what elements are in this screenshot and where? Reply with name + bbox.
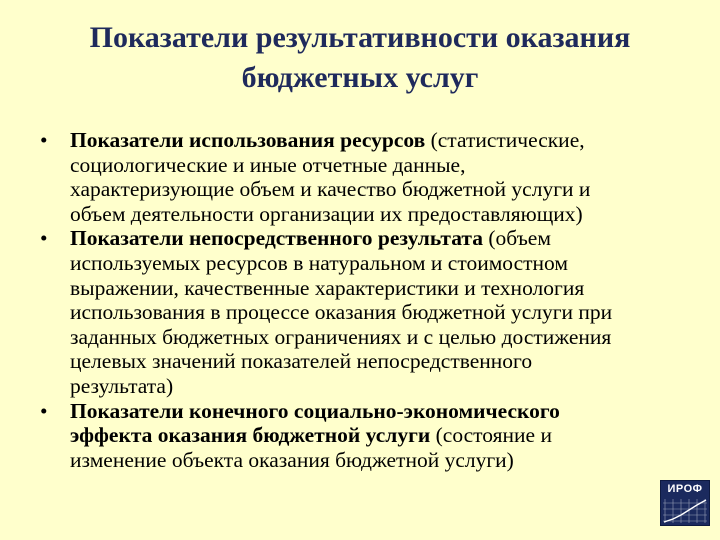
bullet-line bbox=[70, 423, 688, 448]
logo-graph-icon bbox=[661, 481, 709, 525]
bullet-line bbox=[70, 202, 688, 227]
bullet-text: результата) bbox=[70, 373, 174, 398]
bullet-text: характеризующие объем и качество бюджетной услуги и bbox=[70, 177, 591, 202]
bullet-text: (состояние и bbox=[430, 423, 552, 448]
bullet-text: (статистические, bbox=[425, 128, 585, 152]
bullet-dot: • bbox=[40, 226, 48, 251]
slide-title bbox=[30, 18, 690, 98]
iroph-logo bbox=[660, 480, 710, 526]
bullet-bold-text: эффекта оказания бюджетной услуги bbox=[70, 423, 431, 448]
bullet-dot: • bbox=[40, 398, 48, 423]
bullet-item bbox=[38, 399, 688, 473]
bullet-text: социологические и иные отчетные данные, bbox=[70, 152, 466, 177]
bullet-line bbox=[70, 276, 688, 301]
bullet-text: изменение объекта оказания бюджетной услуги) bbox=[70, 447, 514, 472]
bullet-line bbox=[70, 349, 688, 374]
bullet-text: выражении, качественные характеристики и технология bbox=[70, 275, 585, 300]
bullet-text: целевых значений показателей непосредственного bbox=[70, 349, 533, 374]
bullet-line bbox=[70, 300, 688, 325]
bullet-line bbox=[70, 177, 688, 202]
bullet-bold-text: Показатели конечного социально-экономического bbox=[70, 398, 560, 423]
bullet-item bbox=[38, 128, 688, 226]
bullet-line bbox=[70, 226, 688, 251]
bullet-line bbox=[70, 399, 688, 424]
bullet-list bbox=[38, 128, 688, 472]
bullet-line bbox=[70, 448, 688, 473]
logo-text: ИРОФ bbox=[667, 483, 703, 495]
bullet-dot: • bbox=[40, 128, 48, 152]
bullet-line bbox=[70, 153, 688, 178]
bullet-text: используемых ресурсов в натуральном и стоимостном bbox=[70, 250, 568, 275]
bullet-line bbox=[70, 325, 688, 350]
bullet-item bbox=[38, 226, 688, 398]
bullet-line bbox=[70, 374, 688, 399]
bullet-bold-text: Показатели непосредственного результата bbox=[70, 226, 483, 251]
bullet-bold-text: Показатели использования ресурсов bbox=[70, 128, 426, 152]
slide-title-line-1: Показатели результативности оказания bbox=[89, 21, 631, 54]
bullet-text: использования в процессе оказания бюджетной услуги при bbox=[70, 300, 613, 325]
bullet-text: объем деятельности организации их предоставляющих) bbox=[70, 201, 583, 226]
bullet-text: (объем bbox=[483, 226, 551, 251]
bullet-line bbox=[70, 251, 688, 276]
bullet-line bbox=[70, 128, 688, 153]
bullet-text: заданных бюджетных ограничениях и с целью достижения bbox=[70, 324, 612, 349]
slide-title-line-2: бюджетных услуг bbox=[241, 61, 479, 94]
